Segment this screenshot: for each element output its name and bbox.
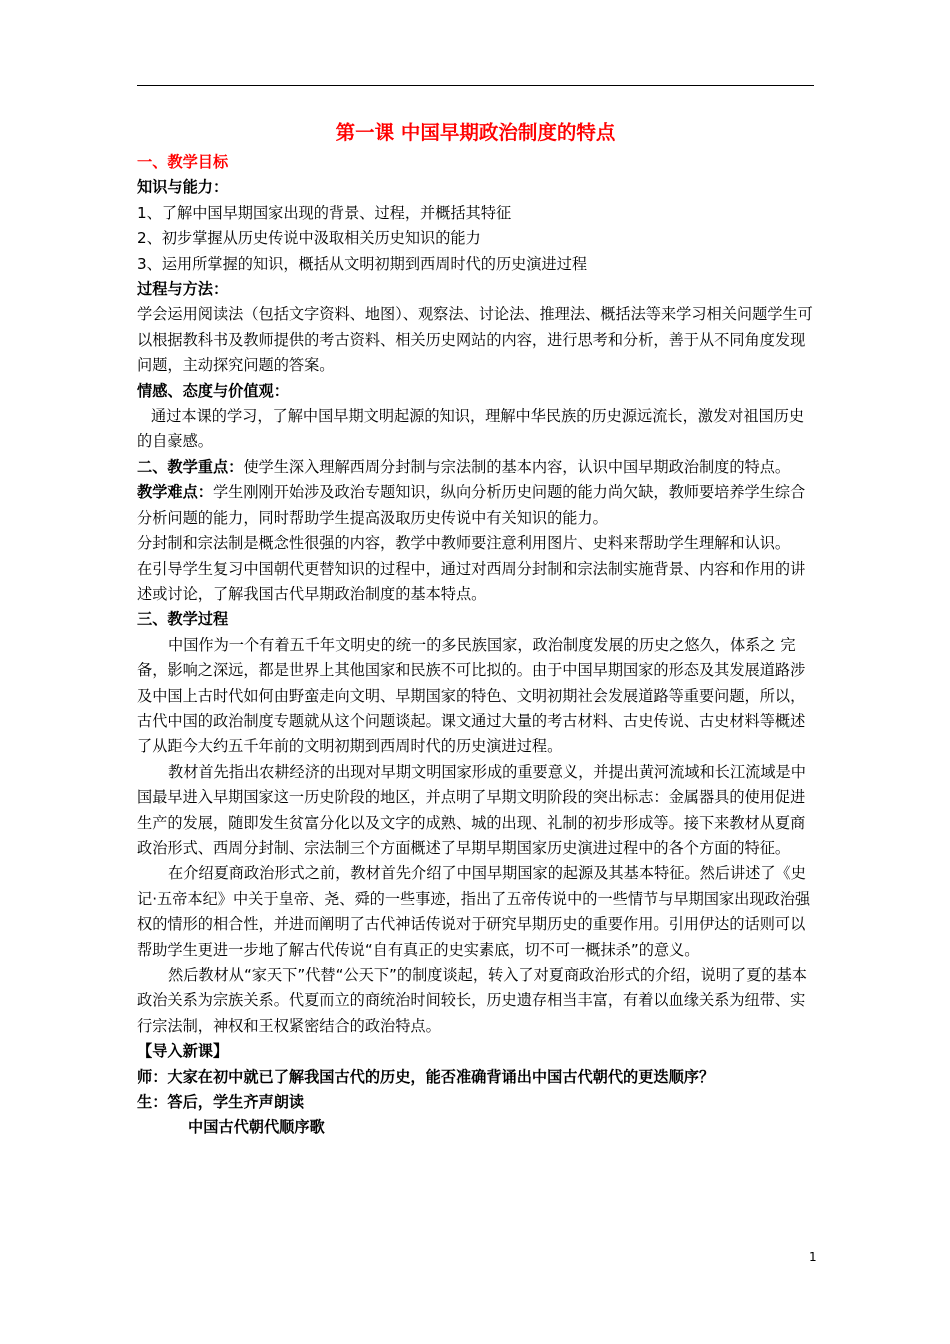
paragraph-teaching-4: 然后教材从“家天下”代替“公天下”的制度谈起，转入了对夏商政治形式的介绍，说明了夏的基本政治关系为宗族关系。代夏而立的商统治时间较长，历史遗存相当丰富，有着以血缘关系为纽带、实行宗法制，神权和王权紧密结合的政治特点。 (137, 966, 807, 1035)
subheading-process: 过程与方法： (137, 280, 229, 299)
section-heading-process: 三、教学过程 (137, 610, 229, 629)
paragraph-emotion: 通过本课的学习，了解中国早期文明起源的知识，理解中华民族的历史源远流长，激发对祖国历史的自豪感。 (137, 407, 805, 451)
paragraph-teaching-1: 中国作为一个有着五千年文明史的统一的多民族国家，政治制度发展的历史之悠久，体系之 完备，影响之深远，都是世界上其他国家和民族不可比拟的。由于中国早期国家的形态及其发展道路涉及中国上古时代如何由野蛮走向文明、早期国家的特色、文明初期社会发展道路等重要问题，所以，古代中国的政治制度专题就从这个问题谈起。课文通过大量的考古材料、古史传说、古史材料等概述了从距今大约五千年前的文明初期到西周时代的历史演进过程。 (137, 635, 806, 756)
key-points-text: 使学生深入理解西周分封制与宗法制的基本内容，认识中国早期政治制度的特点。 (243, 457, 791, 476)
key-points-label: 二、教学重点： (137, 457, 244, 476)
section-heading-objectives: 一、教学目标 (137, 153, 229, 171)
list-item: 2、初步掌握从历史传说中汲取相关历史知识的能力 (137, 229, 481, 248)
paragraph-difficulties-3: 在引导学生复习中国朝代更替知识的过程中，通过对西周分封制和宗法制实施背景、内容和作用的讲述或讨论，了解我国古代早期政治制度的基本特点。 (137, 559, 806, 603)
subheading-knowledge: 知识与能力： (137, 178, 229, 197)
poem-title: 中国古代朝代顺序歌 (188, 1118, 325, 1137)
document-body (137, 118, 814, 1141)
student-line: 生：答后，学生齐声朗读 (137, 1093, 305, 1112)
paragraph-difficulties-2: 分封制和宗法制是概念性很强的内容，教学中教师要注意利用图片、史料来帮助学生理解和认识。 (137, 534, 791, 553)
page-title: 第一课 中国早期政治制度的特点 (335, 121, 616, 144)
paragraph-teaching-2: 教材首先指出农耕经济的出现对早期文明国家形成的重要意义，并提出黄河流域和长江流域是中国最早进入早期国家这一历史阶段的地区，并点明了早期文明阶段的突出标志：金属器具的使用促进生产的发展，随即发生贫富分化以及文字的成熟、城的出现、礼制的初步形成等。接下来教材从夏商政治形式、西周分封制、宗法制三个方面概述了早期早期国家历史演进过程中的各个方面的特征。 (137, 762, 806, 857)
intro-heading: 【导入新课】 (137, 1042, 229, 1061)
paragraph-difficulties (137, 480, 814, 531)
paragraph-process: 学会运用阅读法（包括文字资料、地图）、观察法、讨论法、推理法、概括法等来学习相关问题学生可以根据教科书及教师提供的考古资料、相关历史网站的内容，进行思考和分析，善于从不同角度发现问题，主动探究问题的答案。 (137, 305, 813, 375)
paragraph-key-points (137, 455, 814, 480)
header-rule (137, 85, 814, 86)
paragraph-teaching-3: 在介绍夏商政治形式之前，教材首先介绍了中国早期国家的起源及其基本特征。然后讲述了《史记·五帝本纪》中关于皇帝、尧、舜的一些事迹，指出了五帝传说中的一些情节与早期国家出现政治强权的情形的相合性，并进而阐明了古代神话传说对于研究早期历史的重要作用。引用伊达的话则可以帮助学生更进一步地了解古代传说“自有真正的史实素底，切不可一概抹杀”的意义。 (137, 864, 811, 959)
subheading-emotion: 情感、态度与价值观： (137, 381, 289, 400)
difficulties-label: 教学难点： (137, 483, 213, 502)
page-number: 1 (809, 1250, 817, 1264)
list-item: 3、运用所掌握的知识，概括从文明初期到西周时代的历史演进过程 (137, 254, 588, 273)
teacher-line: 师：大家在初中就已了解我国古代的历史，能否准确背诵出中国古代朝代的更迭顺序？ (137, 1067, 715, 1086)
difficulties-text: 学生刚刚开始涉及政治专题知识，纵向分析历史问题的能力尚欠缺，教师要培养学生综合分析问题的能力，同时帮助学生提高汲取历史传说中有关知识的能力。 (137, 483, 806, 527)
list-item: 1、了解中国早期国家出现的背景、过程，并概括其特征 (137, 203, 512, 222)
